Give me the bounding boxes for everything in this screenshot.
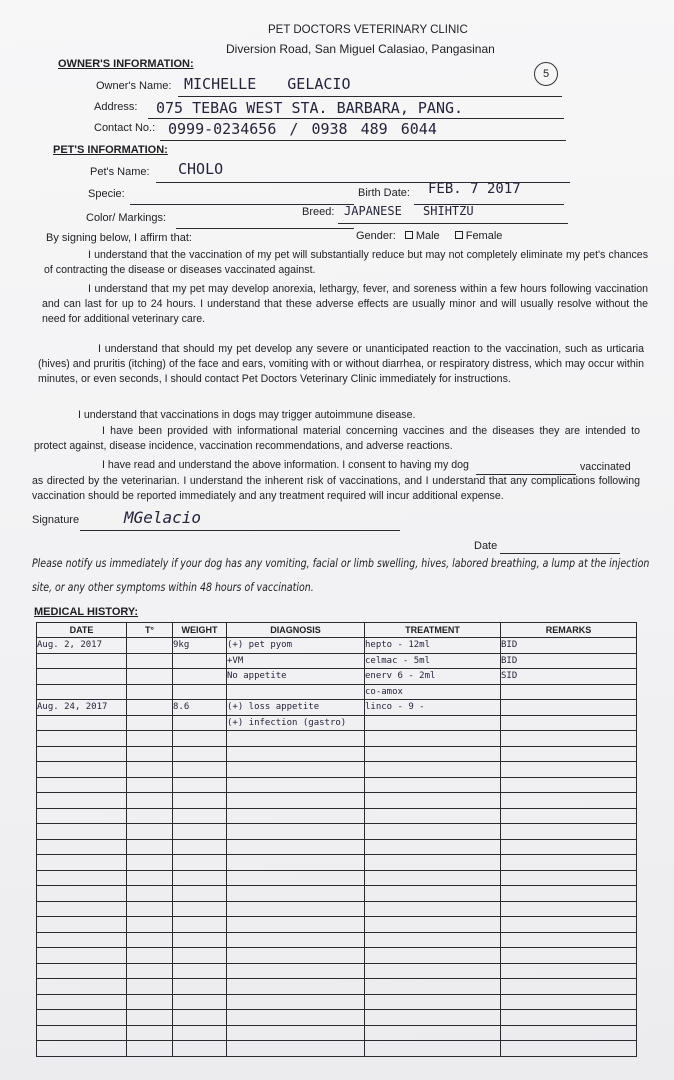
table-cell [365,855,501,871]
table-cell [501,870,637,886]
table-cell: linco - 9 - [365,700,501,716]
table-cell [501,839,637,855]
color-label: Color/ Markings: [86,212,167,224]
table-cell [501,917,637,933]
table-cell [501,901,637,917]
notify-line-1: Please notify us immediately if your dog has any vomiting, facial or limb swelling, hives, labored breathing, a lump at the injection [32,556,650,570]
table-cell [227,886,365,902]
table-row [37,1025,637,1041]
table-cell [227,684,365,700]
table-cell [227,870,365,886]
table-cell [501,1025,637,1041]
table-cell [501,994,637,1010]
table-cell [37,948,127,964]
table-cell [365,886,501,902]
table-row [37,948,637,964]
table-row [37,638,637,654]
table-cell [37,870,127,886]
table-cell [501,932,637,948]
consent-p6c: as directed by the veterinarian. I understand the inherent risk of vaccinations, and I understand that any complications following vaccination should be reported immediately and any treatment required will incur additional expense. [32,475,640,502]
table-cell [127,684,173,700]
table-cell [501,777,637,793]
table-cell [227,793,365,809]
table-cell [173,715,227,731]
table-cell [37,886,127,902]
female-checkbox[interactable] [455,231,463,239]
table-cell [501,793,637,809]
table-cell [173,684,227,700]
table-cell [173,1025,227,1041]
table-cell [127,1010,173,1026]
table-cell [227,917,365,933]
table-cell [37,793,127,809]
table-cell [37,653,127,669]
table-cell [173,901,227,917]
table-cell [127,886,173,902]
table-cell [173,808,227,824]
table-cell [501,715,637,731]
table-cell [173,870,227,886]
table-row [37,731,637,747]
table-cell: (+) pet pyom [227,638,365,654]
table-cell [127,653,173,669]
table-row [37,746,637,762]
table-cell [227,777,365,793]
table-cell [173,932,227,948]
table-row [37,669,637,685]
table-cell [37,917,127,933]
table-cell [501,979,637,995]
consent-p3: I understand that should my pet develop any severe or unanticipated reaction to the vaccination, such as urticaria (hives) and pruritis (itching) of the face and ears, vomiting with or without diarrhea, or respiratory distress, which may occur within minutes, or even seconds, I should contact Pet Doctors Veterinary Clinic immediately for instructions. [38,343,644,385]
table-cell [173,979,227,995]
consent-p6a: I have read and understand the above information. I consent to having my dog [102,459,469,471]
table-cell [173,653,227,669]
table-cell [37,963,127,979]
clinic-name: PET DOCTORS VETERINARY CLINIC [268,24,468,36]
table-cell [173,793,227,809]
table-cell [365,901,501,917]
table-cell [173,948,227,964]
table-cell: co-amox [365,684,501,700]
table-cell: (+) loss appetite [227,700,365,716]
table-cell [365,870,501,886]
table-cell: Aug. 2, 2017 [37,638,127,654]
notify-line-2: site, or any other symptoms within 48 hours of vaccination. [32,580,314,594]
table-cell [365,715,501,731]
table-cell: hepto - 12ml [365,638,501,654]
table-cell [501,948,637,964]
table-cell [227,948,365,964]
col-remarks: REMARKS [501,623,637,638]
table-cell [227,901,365,917]
contact-label: Contact No.: [94,122,156,134]
consent-p5: I have been provided with informational material concerning vaccines and the diseases they are intended to protect against, disease incidence, vaccination recommendations, and adverse reactions. [34,425,640,452]
table-cell [127,1041,173,1057]
table-cell [37,684,127,700]
table-cell: +VM [227,653,365,669]
table-cell: 9kg [173,638,227,654]
consent-p2: I understand that my pet may develop anorexia, lethargy, fever, and soreness within a few hours following vaccination and can last for up to 24 hours. I understand that these adverse effects are usually minor and will usually resolve without the need for additional veterinary care. [42,283,648,325]
gender-label: Gender: [356,230,396,242]
table-cell: BID [501,638,637,654]
table-cell [365,777,501,793]
table-cell [127,870,173,886]
table-row [37,684,637,700]
table-cell [227,824,365,840]
table-cell [501,762,637,778]
table-cell: BID [501,653,637,669]
table-cell [127,932,173,948]
table-cell [365,979,501,995]
table-cell [173,994,227,1010]
consent-p4: I understand that vaccinations in dogs may trigger autoimmune disease. [78,409,416,421]
col-date: DATE [37,623,127,638]
table-cell [365,1025,501,1041]
table-row [37,1010,637,1026]
table-row [37,917,637,933]
date-label: Date [474,540,498,552]
table-cell [365,808,501,824]
gender-row [356,230,502,242]
male-checkbox[interactable] [405,231,413,239]
table-cell [365,932,501,948]
table-cell [501,684,637,700]
table-cell [173,839,227,855]
table-row [37,762,637,778]
owner-section-title: OWNER'S INFORMATION: [58,58,194,70]
table-cell [365,824,501,840]
table-cell [37,824,127,840]
table-cell [37,979,127,995]
clinic-address: Diversion Road, San Miguel Calasiao, Pangasinan [226,42,495,56]
table-cell: SID [501,669,637,685]
table-cell [173,917,227,933]
table-row [37,700,637,716]
table-cell [37,994,127,1010]
table-cell [37,901,127,917]
table-cell: 8.6 [173,700,227,716]
table-cell [37,1025,127,1041]
address-value: 075 TEBAG WEST STA. BARBARA, PANG. [156,99,464,117]
table-cell [37,932,127,948]
table-cell [227,731,365,747]
table-cell [37,1041,127,1057]
table-cell: Aug. 24, 2017 [37,700,127,716]
table-cell: celmac - 5ml [365,653,501,669]
table-cell [227,979,365,995]
species-label: Specie: [88,188,125,200]
table-cell [173,855,227,871]
table-cell: No appetite [227,669,365,685]
pet-name-value: CHOLO [178,160,224,178]
table-cell [227,762,365,778]
pet-section-title: PET'S INFORMATION: [53,144,168,156]
col-treatment: TREATMENT [365,623,501,638]
table-row [37,979,637,995]
birth-date-value: FEB. 7 2017 [428,181,521,197]
table-cell [37,839,127,855]
table-row [37,932,637,948]
address-label: Address: [94,101,138,113]
medical-history-title: MEDICAL HISTORY: [34,606,139,618]
table-cell [127,917,173,933]
birth-date-label: Birth Date: [358,187,410,199]
table-cell [227,839,365,855]
table-row [37,901,637,917]
table-cell [227,1041,365,1057]
table-cell [365,917,501,933]
table-cell [173,746,227,762]
table-cell [37,715,127,731]
page-mark: 5 [534,62,558,86]
table-cell [501,746,637,762]
female-label: Female [465,230,503,242]
table-cell [127,777,173,793]
table-cell [227,1010,365,1026]
table-cell [127,979,173,995]
table-cell [173,963,227,979]
table-cell [37,746,127,762]
table-cell [227,855,365,871]
table-cell [127,715,173,731]
table-cell [127,746,173,762]
table-cell [365,1010,501,1026]
table-cell [37,669,127,685]
table-cell [501,700,637,716]
consent-intro: By signing below, I affirm that: [46,232,192,244]
table-cell [173,1041,227,1057]
contact-value: 0999-0234656 / 0938 489 6044 [168,120,437,138]
table-row [37,855,637,871]
table-cell [501,963,637,979]
table-cell [365,963,501,979]
table-cell [127,762,173,778]
table-cell [127,855,173,871]
table-row [37,963,637,979]
table-cell [227,746,365,762]
table-cell [127,808,173,824]
table-row [37,1041,637,1057]
table-cell [227,932,365,948]
table-cell [127,948,173,964]
table-row [37,808,637,824]
table-cell: (+) infection (gastro) [227,715,365,731]
table-cell [127,839,173,855]
table-cell [365,839,501,855]
male-label: Male [415,230,440,242]
table-cell [127,731,173,747]
table-cell [501,1010,637,1026]
table-cell [501,1041,637,1057]
table-cell [127,700,173,716]
table-cell [37,762,127,778]
table-row [37,653,637,669]
pet-name-label: Pet's Name: [90,166,150,178]
table-cell [37,731,127,747]
table-cell [365,994,501,1010]
table-cell [127,669,173,685]
table-cell [227,1025,365,1041]
table-row [37,715,637,731]
table-cell [173,1010,227,1026]
table-row [37,886,637,902]
table-cell [173,669,227,685]
table-cell [37,855,127,871]
table-row [37,994,637,1010]
table-cell [227,808,365,824]
table-cell [37,777,127,793]
table-cell [37,1010,127,1026]
signature-label: Signature [32,514,80,526]
table-cell [127,901,173,917]
table-cell [173,777,227,793]
table-cell [173,762,227,778]
table-cell [173,824,227,840]
col-temp: T° [127,623,173,638]
table-cell [501,808,637,824]
table-row [37,870,637,886]
consent-p1: I understand that the vaccination of my pet will substantially reduce but may not completely eliminate my pet's chances of contracting the disease or diseases vaccinated against. [44,249,648,276]
table-cell [227,994,365,1010]
table-cell [127,638,173,654]
table-row [37,777,637,793]
table-cell [365,746,501,762]
table-cell [365,948,501,964]
table-cell: enerv 6 - 2ml [365,669,501,685]
table-cell [127,994,173,1010]
signature-value: MGelacio [124,508,202,527]
breed-label: Breed: [302,206,335,218]
col-diagnosis: DIAGNOSIS [227,623,365,638]
table-cell [501,886,637,902]
owner-name-label: Owner's Name: [96,80,172,92]
table-cell [227,963,365,979]
table-cell [37,808,127,824]
breed-value: JAPANESE SHIHTZU [344,204,474,218]
table-header-row [37,623,637,638]
table-cell [127,963,173,979]
medical-history-table [36,622,637,1057]
table-cell [127,824,173,840]
table-row [37,824,637,840]
table-cell [365,731,501,747]
consent-p6b: vaccinated [580,461,631,473]
table-cell [365,1041,501,1057]
table-row [37,839,637,855]
table-cell [501,855,637,871]
table-cell [127,793,173,809]
owner-name-value: MICHELLE GELACIO [184,75,351,93]
table-cell [365,793,501,809]
table-cell [501,824,637,840]
col-weight: WEIGHT [173,623,227,638]
table-cell [501,731,637,747]
table-cell [173,886,227,902]
table-row [37,793,637,809]
table-cell [127,1025,173,1041]
table-cell [365,762,501,778]
table-cell [173,731,227,747]
